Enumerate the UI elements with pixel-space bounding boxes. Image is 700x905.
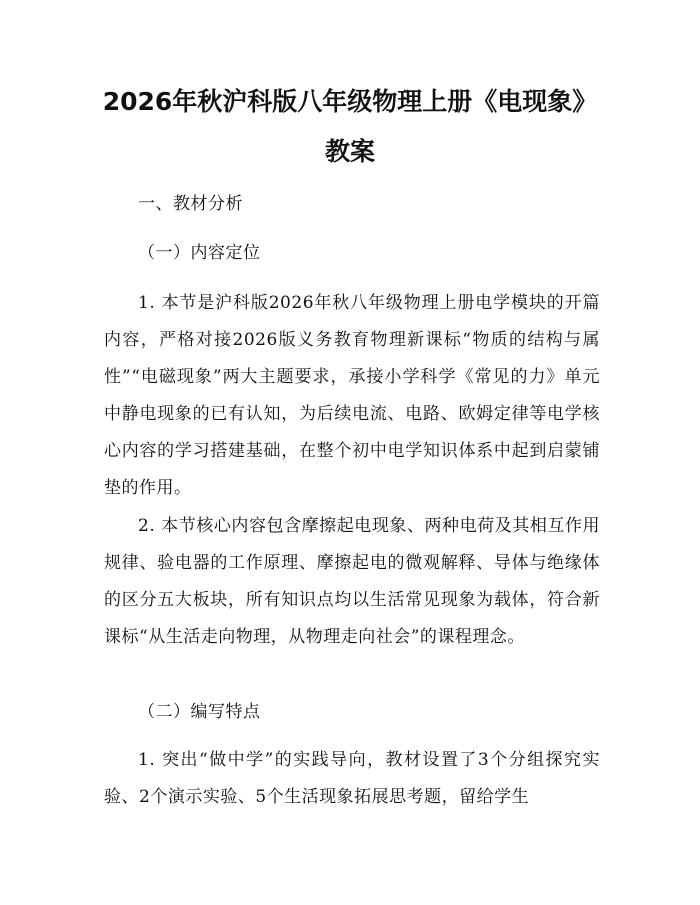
document-title-line-2: 教案 <box>324 137 375 166</box>
section-heading-textbook-analysis: 一、教材分析 <box>138 194 243 214</box>
paragraph-writing-features-1: 1. 突出“做中学”的实践导向，教材设置了3个分组探究实验、2个演示实验、5个生活现象拓展思考题，留给学生 <box>104 750 600 807</box>
paragraph-content-positioning-2: 2. 本节核心内容包含摩擦起电现象、两种电荷及其相互作用规律、验电器的工作原理、摩擦起电的微观解释、导体与绝缘体的区分五大板块，所有知识点均以生活常见现象为载体，符合新课标“从生活走向物理，从物理走向社会”的课程理念。 <box>104 516 600 647</box>
subsection-heading-writing-features: （二）编写特点 <box>138 702 261 722</box>
paragraph-content-positioning-1: 1. 本节是沪科版2026年秋八年级物理上册电学模块的开篇内容，严格对接2026版义务教育物理新课标“物质的结构与属性”“电磁现象”两大主题要求，承接小学科学《常见的力》单元中静电现象的已有认知，为后续电流、电路、欧姆定律等电学核心内容的学习搭建基础，在整个初中电学知识体系中起到启蒙铺垫的作用。 <box>104 293 600 498</box>
subsection-heading-content-positioning: （一）内容定位 <box>138 243 261 263</box>
document-title-line-1: 2026年秋沪科版八年级物理上册《电现象》 <box>102 87 598 116</box>
